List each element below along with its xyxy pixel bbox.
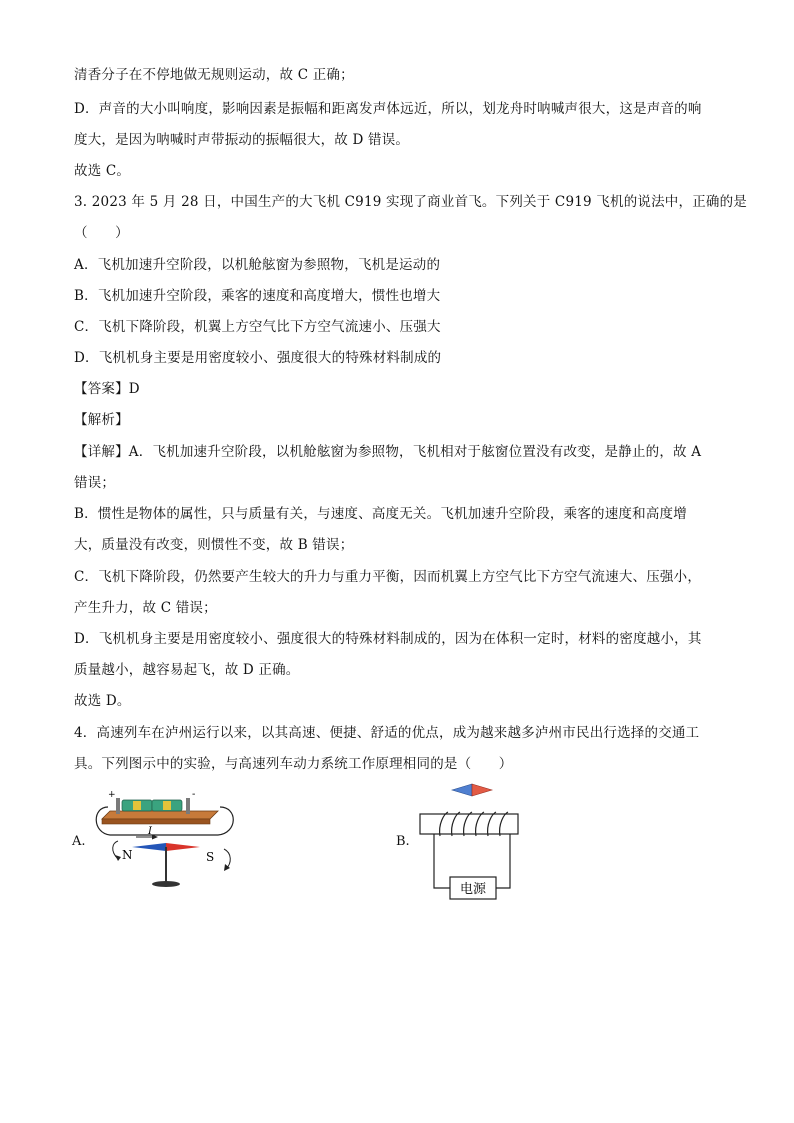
question-4-stem: 具。下列图示中的实验，与高速列车动力系统工作原理相同的是（ ） [74, 756, 513, 772]
power-supply-label: 电源 [459, 882, 487, 897]
question-3-option-c: C．飞机下降阶段，机翼上方空气比下方空气流速小、压强大 [74, 319, 441, 335]
text-line: 故选 C。 [74, 163, 131, 179]
text-line: 【详解】A．飞机加速升空阶段，以机舱舷窗为参照物，飞机相对于舷窗位置没有改变，是静止的，故 A [74, 444, 702, 460]
south-label: S [206, 850, 215, 864]
question-3-option-a: A．飞机加速升空阶段，以机舱舷窗为参照物，飞机是运动的 [74, 257, 441, 273]
north-label: N [122, 848, 133, 862]
text-line: 故选 D。 [74, 693, 131, 709]
text-line: D．声音的大小叫响度，影响因素是振幅和距离发声体远近，所以，划龙舟时呐喊声很大，这是声音的响 [74, 101, 702, 117]
question-3-option-d: D．飞机机身主要是用密度较小、强度很大的特殊材料制成的 [74, 350, 442, 366]
answer-line: 【答案】D [74, 381, 140, 397]
question-3-blank: （ ） [74, 225, 129, 241]
oersted-experiment-figure [88, 785, 248, 895]
electromagnet-figure [410, 780, 530, 900]
plus-sign: + [108, 790, 116, 800]
text-line: 产生升力，故 C 错误； [74, 600, 217, 616]
question-4-stem: 4．高速列车在泸州运行以来，以其高速、便捷、舒适的优点，成为越来越多泸州市民出行选择的交通工 [74, 725, 700, 741]
text-line: 错误； [74, 475, 116, 491]
minus-sign: - [192, 789, 196, 800]
analysis-heading: 【解析】 [74, 412, 129, 428]
text-line: B．惯性是物体的属性，只与质量有关，与速度、高度无关。飞机加速升空阶段，乘客的速度和高度增 [74, 506, 687, 522]
text-line: C．飞机下降阶段，仍然要产生较大的升力与重力平衡，因而机翼上方空气比下方空气流速大、压强小， [74, 569, 702, 585]
text-line: 清香分子在不停地做无规则运动，故 C 正确； [74, 67, 354, 83]
text-line: D．飞机机身主要是用密度较小、强度很大的特殊材料制成的，因为在体积一定时，材料的密度越小，其 [74, 631, 702, 647]
option-a-label: A. [72, 834, 86, 849]
text-line: 度大，是因为呐喊时声带振动的振幅很大，故 D 错误。 [74, 132, 410, 148]
current-label: I [148, 826, 152, 837]
text-line: 质量越小，越容易起飞，故 D 正确。 [74, 662, 300, 678]
text-line: 大，质量没有改变，则惯性不变，故 B 错误； [74, 537, 354, 553]
question-3-stem: 3. 2023 年 5 月 28 日，中国生产的大飞机 C919 实现了商业首飞。下列关于 C919 飞机的说法中，正确的是 [74, 194, 748, 210]
option-b-label: B. [396, 834, 410, 849]
question-3-option-b: B．飞机加速升空阶段，乘客的速度和高度增大，惯性也增大 [74, 288, 441, 304]
